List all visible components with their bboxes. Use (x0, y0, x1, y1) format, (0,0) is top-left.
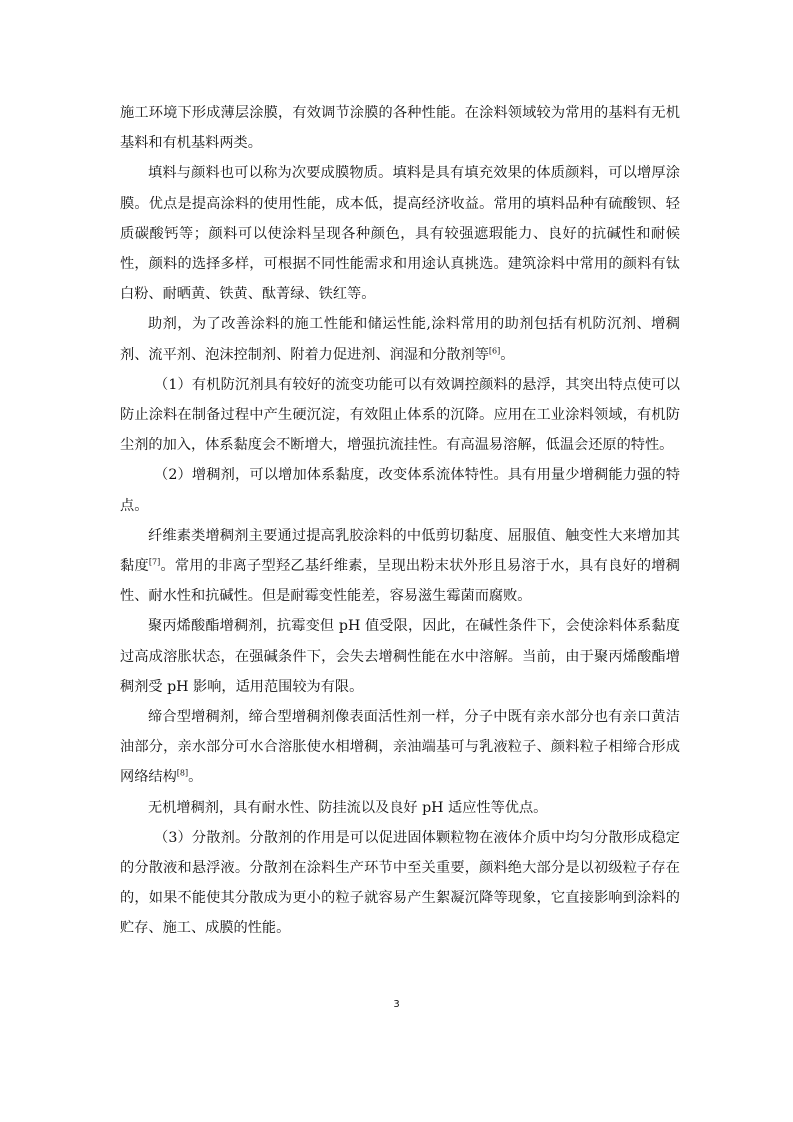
paragraph-thickener: （2）增稠剂，可以增加体系黏度，改变体系流体特性。具有用量少增稠能力强的特点。 (120, 467, 680, 514)
paragraph-binder-continued: 施工环境下形成薄层涂膜，有效调节涂膜的各种性能。在涂料领域较为常用的基料有无机基料和有机基料两类。 (120, 105, 680, 152)
paragraph-inorganic-thickener: 无机增稠剂，具有耐水性、防挂流以及良好 pH 适应性等优点。 (148, 799, 548, 816)
citation-7: [7] (148, 557, 161, 567)
citation-6: [6] (488, 345, 501, 355)
paragraph-cellulose-thickener: 纤维素类增稠剂主要通过提高乳胶涂料的中低剪切黏度、屈服值、触变性大来增加其黏度[7]。常用的非离子型羟乙基纤维素，呈现出粉末状外形且易溶于水，具有良好的增稠性、耐水性和抗碱性。但是耐霉变性能差，容易滋生霉菌而腐败。 (120, 527, 680, 605)
paragraph-additives: 助剂，为了改善涂料的施工性能和储运性能,涂料常用的助剂包括有机防沉剂、增稠剂、流平剂、泡沫控制剂、附着力促进剂、润湿和分散剂等[6]。 (120, 316, 680, 363)
citation-8: [8] (176, 768, 189, 778)
paragraph-polyacrylate-thickener: 聚丙烯酸酯增稠剂，抗霉变但 pH 值受限，因此，在碱性条件下，会使涂料体系黏度过高成溶胀状态，在强碱条件下，会失去增稠性能在水中溶解。当前，由于聚丙烯酸酯增稠剂受 pH 影响，适用范围较为有限。 (120, 618, 680, 695)
paragraph-associative-thickener: 缔合型增稠剂，缔合型增稠剂像表面活性剂一样，分子中既有亲水部分也有亲口黄洁油部分，亲水部分可水合溶胀使水相增稠，亲油端基可与乳液粒子、颜料粒子相缔合形成网络结构[8]。 (120, 709, 680, 786)
paragraph-fillers-pigments: 填料与颜料也可以称为次要成膜物质。填料是具有填充效果的体质颜料，可以增厚涂膜。优点是提高涂料的使用性能，成本低，提高经济收益。常用的填料品种有硫酸钡、轻质碳酸钙等；颜料可以使涂料呈现各种颜色，具有较强遮瑕能力、良好的抗碱性和耐候性，颜料的选择多样，可根据不同性能需求和用途认真挑选。建筑涂料中常用的颜料有钛白粉、耐晒黄、铁黄、酞菁绿、铁红等。 (120, 165, 680, 303)
paragraph-antisettling: （1）有机防沉剂具有较好的流变功能可以有效调控颜料的悬浮，其突出特点使可以防止涂料在制备过程中产生硬沉淀，有效阻止体系的沉降。应用在工业涂料领域，有机防尘剂的加入，体系黏度会不断增大，增强抗流挂性。有高温易溶解，低温会还原的特性。 (120, 376, 680, 454)
paragraph-dispersant: （3）分散剂。分散剂的作用是可以促进固体颗粒物在液体介质中均匀分散形成稳定的分散液和悬浮液。分散剂在涂料生产环节中至关重要，颜料绝大部分是以初级粒子存在的，如果不能使其分散成为更小的粒子就容易产生絮凝沉降等现象，它直接影响到涂料的贮存、施工、成膜的性能。 (120, 829, 680, 937)
body-text (120, 98, 680, 944)
page-number: 3 (393, 999, 400, 1010)
